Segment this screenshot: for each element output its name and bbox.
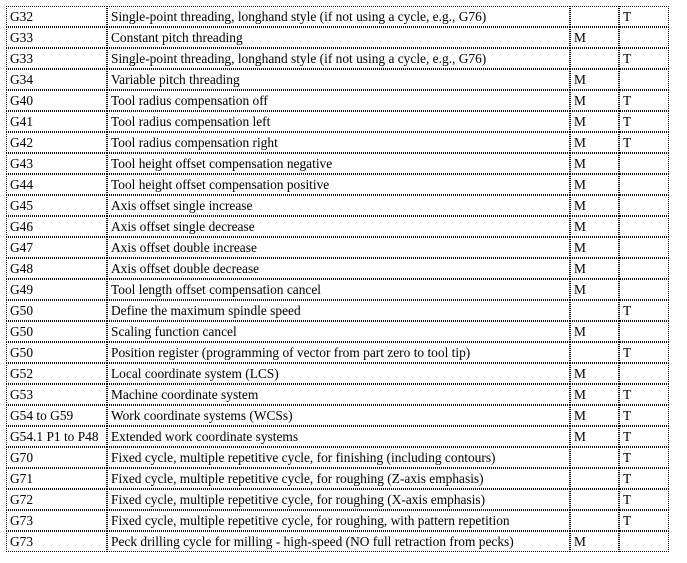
table-row — [6, 342, 669, 363]
mill-flag-cell: M — [570, 363, 619, 384]
turn-flag-cell: T — [619, 384, 669, 405]
table-row — [6, 111, 669, 132]
gcode-cell: G50 — [6, 342, 107, 363]
turn-flag-cell — [619, 531, 669, 552]
turn-flag-cell — [619, 216, 669, 237]
description-cell: Single-point threading, longhand style (if not using a cycle, e.g., G76) — [107, 48, 570, 69]
description-cell: Define the maximum spindle speed — [107, 300, 570, 321]
description-cell: Axis offset double increase — [107, 237, 570, 258]
turn-flag-cell — [619, 321, 669, 342]
table-row — [6, 489, 669, 510]
mill-flag-cell — [570, 489, 619, 510]
gcode-cell: G32 — [6, 6, 107, 27]
turn-flag-cell — [619, 174, 669, 195]
table-row — [6, 300, 669, 321]
mill-flag-cell — [570, 510, 619, 531]
mill-flag-cell: M — [570, 258, 619, 279]
description-cell: Tool height offset compensation positive — [107, 174, 570, 195]
gcode-cell: G33 — [6, 27, 107, 48]
gcode-cell: G47 — [6, 237, 107, 258]
mill-flag-cell: M — [570, 27, 619, 48]
table-row — [6, 90, 669, 111]
description-cell: Variable pitch threading — [107, 69, 570, 90]
turn-flag-cell: T — [619, 447, 669, 468]
turn-flag-cell — [619, 363, 669, 384]
gcode-cell: G54 to G59 — [6, 405, 107, 426]
gcode-cell: G45 — [6, 195, 107, 216]
mill-flag-cell: M — [570, 174, 619, 195]
table-row — [6, 132, 669, 153]
gcode-cell: G49 — [6, 279, 107, 300]
gcode-cell: G34 — [6, 69, 107, 90]
description-cell: Axis offset single increase — [107, 195, 570, 216]
mill-flag-cell: M — [570, 90, 619, 111]
turn-flag-cell: T — [619, 300, 669, 321]
gcode-cell: G52 — [6, 363, 107, 384]
table-row — [6, 174, 669, 195]
mill-flag-cell: M — [570, 405, 619, 426]
table-row — [6, 384, 669, 405]
gcode-cell: G33 — [6, 48, 107, 69]
description-cell: Tool radius compensation left — [107, 111, 570, 132]
table-row — [6, 153, 669, 174]
gcode-cell: G72 — [6, 489, 107, 510]
table-row — [6, 195, 669, 216]
turn-flag-cell — [619, 237, 669, 258]
table-row — [6, 531, 669, 552]
description-cell: Constant pitch threading — [107, 27, 570, 48]
gcode-cell: G73 — [6, 510, 107, 531]
mill-flag-cell: M — [570, 132, 619, 153]
description-cell: Scaling function cancel — [107, 321, 570, 342]
mill-flag-cell: M — [570, 216, 619, 237]
description-cell: Axis offset single decrease — [107, 216, 570, 237]
turn-flag-cell: T — [619, 132, 669, 153]
gcode-cell: G46 — [6, 216, 107, 237]
table-row — [6, 69, 669, 90]
gcode-cell: G48 — [6, 258, 107, 279]
turn-flag-cell: T — [619, 342, 669, 363]
turn-flag-cell: T — [619, 48, 669, 69]
table-row — [6, 447, 669, 468]
gcode-cell: G73 — [6, 531, 107, 552]
gcode-cell: G50 — [6, 300, 107, 321]
description-cell: Tool length offset compensation cancel — [107, 279, 570, 300]
mill-flag-cell: M — [570, 279, 619, 300]
mill-flag-cell: M — [570, 111, 619, 132]
gcode-cell: G40 — [6, 90, 107, 111]
description-cell: Work coordinate systems (WCSs) — [107, 405, 570, 426]
description-cell: Tool height offset compensation negative — [107, 153, 570, 174]
table-row — [6, 426, 669, 447]
description-cell: Fixed cycle, multiple repetitive cycle, for roughing (Z-axis emphasis) — [107, 468, 570, 489]
description-cell: Fixed cycle, multiple repetitive cycle, for roughing, with pattern repetition — [107, 510, 570, 531]
table-row — [6, 363, 669, 384]
mill-flag-cell — [570, 300, 619, 321]
description-cell: Local coordinate system (LCS) — [107, 363, 570, 384]
table-row — [6, 216, 669, 237]
turn-flag-cell: T — [619, 405, 669, 426]
table-row — [6, 6, 669, 27]
table-row — [6, 468, 669, 489]
table-row — [6, 510, 669, 531]
mill-flag-cell: M — [570, 426, 619, 447]
gcode-cell: G50 — [6, 321, 107, 342]
turn-flag-cell — [619, 258, 669, 279]
mill-flag-cell: M — [570, 195, 619, 216]
table-row — [6, 27, 669, 48]
gcode-cell: G44 — [6, 174, 107, 195]
gcode-cell: G43 — [6, 153, 107, 174]
gcode-cell: G42 — [6, 132, 107, 153]
gcode-cell: G53 — [6, 384, 107, 405]
description-cell: Axis offset double decrease — [107, 258, 570, 279]
mill-flag-cell: M — [570, 69, 619, 90]
mill-flag-cell — [570, 447, 619, 468]
description-cell: Position register (programming of vector from part zero to tool tip) — [107, 342, 570, 363]
turn-flag-cell — [619, 69, 669, 90]
mill-flag-cell — [570, 342, 619, 363]
description-cell: Tool radius compensation right — [107, 132, 570, 153]
turn-flag-cell: T — [619, 6, 669, 27]
mill-flag-cell: M — [570, 153, 619, 174]
gcode-cell: G54.1 P1 to P48 — [6, 426, 107, 447]
mill-flag-cell: M — [570, 384, 619, 405]
turn-flag-cell — [619, 195, 669, 216]
turn-flag-cell — [619, 153, 669, 174]
table-row — [6, 405, 669, 426]
turn-flag-cell: T — [619, 489, 669, 510]
gcode-table — [6, 6, 669, 552]
turn-flag-cell — [619, 27, 669, 48]
table-row — [6, 279, 669, 300]
turn-flag-cell: T — [619, 426, 669, 447]
mill-flag-cell: M — [570, 237, 619, 258]
table-row — [6, 237, 669, 258]
description-cell: Fixed cycle, multiple repetitive cycle, for finishing (including contours) — [107, 447, 570, 468]
gcode-table-body — [6, 6, 669, 552]
description-cell: Extended work coordinate systems — [107, 426, 570, 447]
gcode-cell: G71 — [6, 468, 107, 489]
turn-flag-cell: T — [619, 510, 669, 531]
turn-flag-cell: T — [619, 90, 669, 111]
gcode-cell: G41 — [6, 111, 107, 132]
description-cell: Peck drilling cycle for milling - high-speed (NO full retraction from pecks) — [107, 531, 570, 552]
mill-flag-cell — [570, 6, 619, 27]
description-cell: Fixed cycle, multiple repetitive cycle, for roughing (X-axis emphasis) — [107, 489, 570, 510]
table-row — [6, 48, 669, 69]
turn-flag-cell — [619, 279, 669, 300]
table-row — [6, 258, 669, 279]
description-cell: Single-point threading, longhand style (if not using a cycle, e.g., G76) — [107, 6, 570, 27]
mill-flag-cell: M — [570, 531, 619, 552]
gcode-cell: G70 — [6, 447, 107, 468]
mill-flag-cell — [570, 468, 619, 489]
mill-flag-cell — [570, 48, 619, 69]
description-cell: Tool radius compensation off — [107, 90, 570, 111]
description-cell: Machine coordinate system — [107, 384, 570, 405]
turn-flag-cell: T — [619, 111, 669, 132]
mill-flag-cell: M — [570, 321, 619, 342]
turn-flag-cell: T — [619, 468, 669, 489]
table-row — [6, 321, 669, 342]
